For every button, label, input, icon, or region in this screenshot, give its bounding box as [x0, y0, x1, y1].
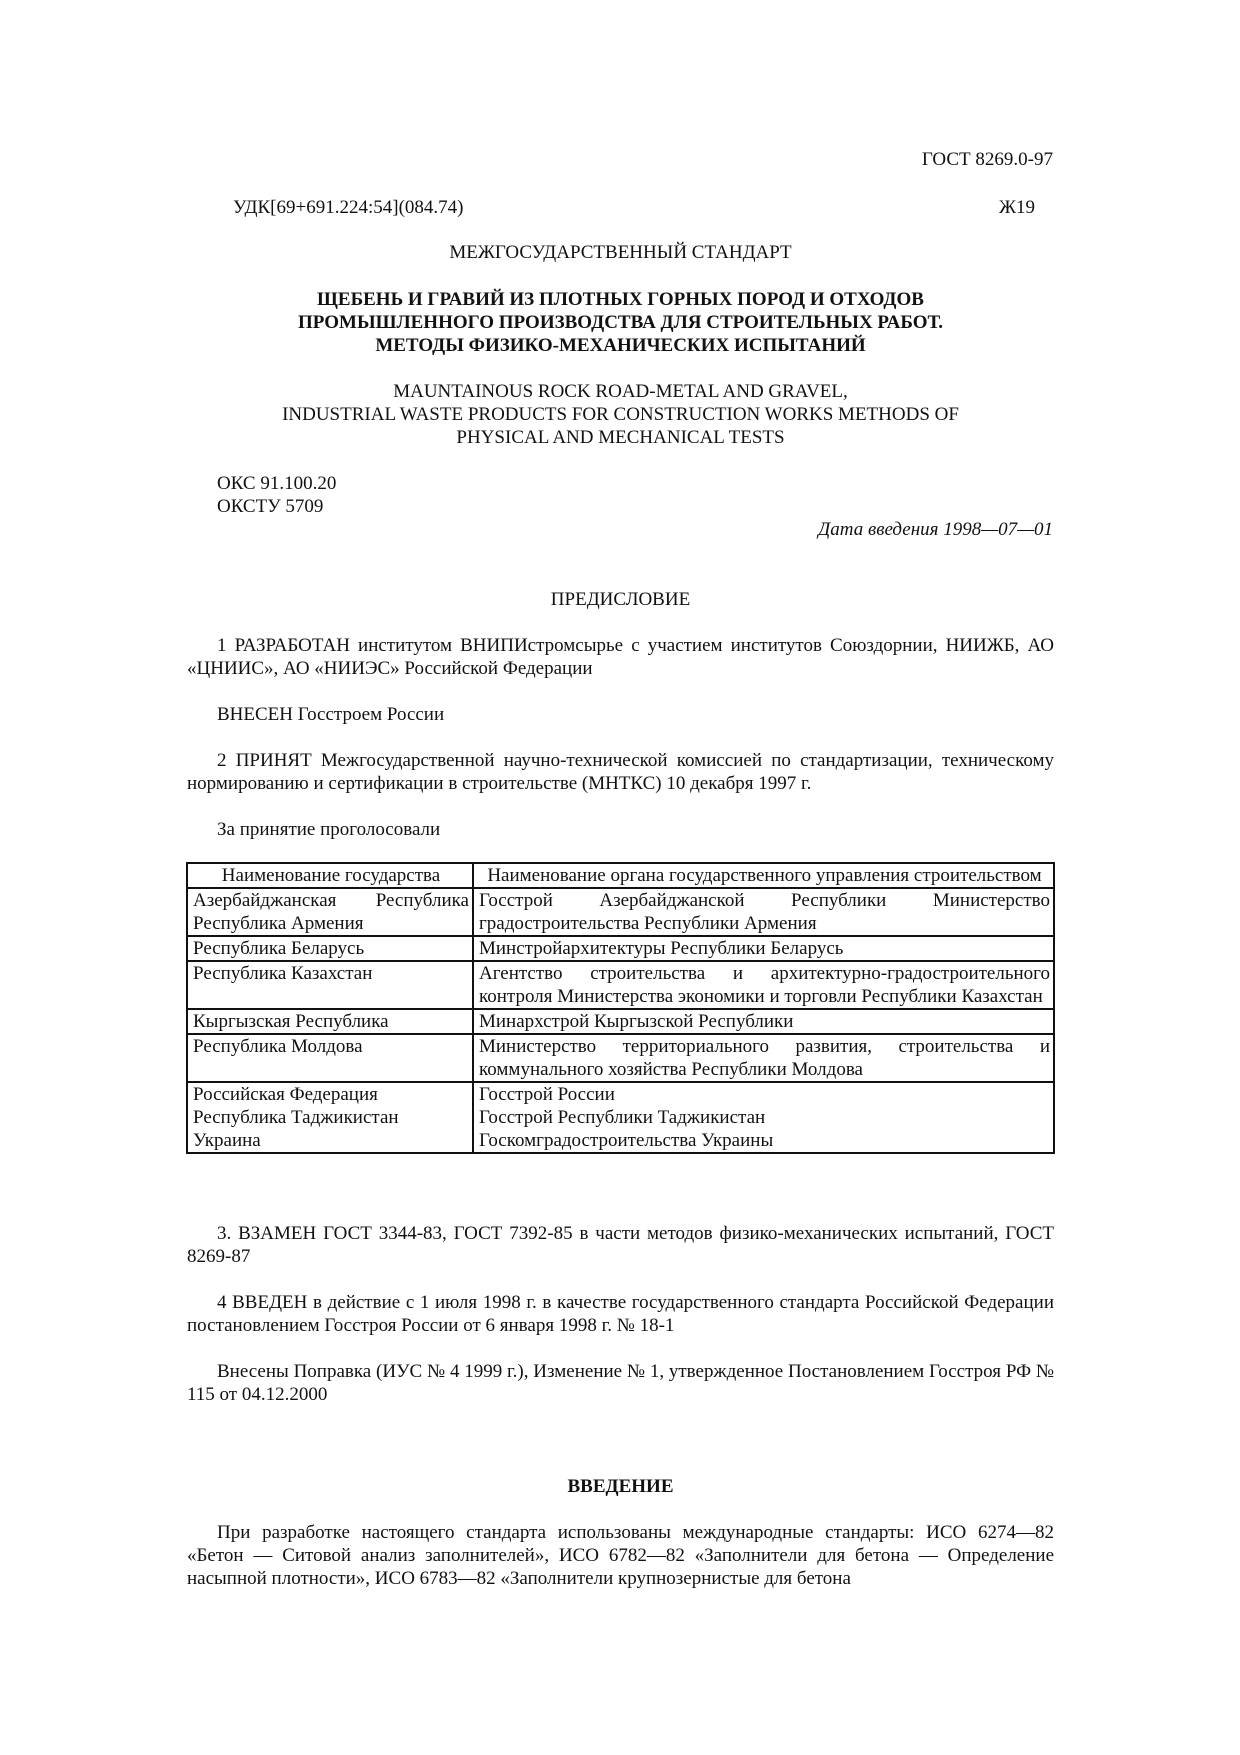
table-row	[187, 1082, 1054, 1153]
title-en-line: PHYSICAL AND MECHANICAL TESTS	[456, 427, 785, 448]
table-cell-state	[187, 961, 473, 1009]
title-en-line: INDUSTRIAL WASTE PRODUCTS FOR CONSTRUCTION WORKS METHODS OF	[282, 404, 959, 425]
table-cell-state	[187, 1034, 473, 1082]
state-name: Азербайджанская Республика	[193, 890, 469, 911]
state-name: Республика Таджикистан	[193, 1107, 399, 1128]
state-name: Кыргызская Республика	[193, 1011, 389, 1032]
title-ru-line: ЩЕБЕНЬ И ГРАВИЙ ИЗ ПЛОТНЫХ ГОРНЫХ ПОРОД И ОТХОДОВ	[317, 289, 924, 310]
foreword-heading: ПРЕДИСЛОВИЕ	[550, 589, 691, 610]
foreword-paragraph-replaces: 3. ВЗАМЕН ГОСТ 3344-83, ГОСТ 7392-85 в части методов физико-механических испытаний, ГОСТ 8269-87	[187, 1223, 1054, 1267]
table-cell-authority: Минстройархитектуры Республики Беларусь	[473, 936, 1054, 961]
state-name: Украина	[193, 1130, 261, 1151]
title-en-line: MAUNTAINOUS ROCK ROAD-METAL AND GRAVEL,	[393, 381, 848, 402]
foreword-paragraph-adopted: 2 ПРИНЯТ Межгосударственной научно-технической комиссией по стандартизации, техническому нормированию и сертификации в строительстве (МНТКС) 10 декабря 1997 г.	[187, 750, 1054, 794]
table-cell-authority: Минархстрой Кыргызской Республики	[473, 1009, 1054, 1034]
table-row	[187, 1034, 1054, 1082]
foreword-paragraph-enacted: 4 ВВЕДЕН в действие с 1 июля 1998 г. в качестве государственного стандарта Российской Федерации постановлением Госстроя России от 6 января 1998 г. № 18-1	[187, 1292, 1054, 1336]
table-cell-authority: Министерство территориального развития, строительства и коммунального хозяйства Республики Молдова	[473, 1034, 1054, 1082]
state-name: Республика Беларусь	[193, 938, 365, 959]
interstate-standard-label: МЕЖГОСУДАРСТВЕННЫЙ СТАНДАРТ	[449, 242, 792, 263]
table-cell-authority	[473, 1082, 1054, 1153]
state-name: Российская Федерация	[193, 1084, 378, 1105]
okstu-code: ОКСТУ 5709	[217, 496, 324, 517]
introduction-paragraph: При разработке настоящего стандарта использованы международные стандарты: ИСО 6274—82 «Бетон — Ситовой анализ заполнителей», ИСО 6782—82 «Заполнители для бетона — Определение насыпной плотности», ИСО 6783—82 «Заполнители крупнозернистые для бетона	[187, 1522, 1054, 1589]
table-row	[187, 936, 1054, 961]
authority-name: Госстрой России	[479, 1084, 615, 1105]
introduction-heading: ВВЕДЕНИЕ	[567, 1476, 674, 1497]
table-cell-state	[187, 936, 473, 961]
table-cell-state	[187, 1082, 473, 1153]
state-name: Республика Армения	[193, 913, 364, 934]
table-header-row	[187, 863, 1054, 888]
table-header-cell: Наименование органа государственного управления строительством	[473, 863, 1054, 888]
oks-code: ОКС 91.100.20	[217, 473, 337, 494]
table-row	[187, 1009, 1054, 1034]
gost-number: ГОСТ 8269.0-97	[921, 149, 1053, 170]
table-row	[187, 961, 1054, 1009]
table-header-cell: Наименование государства	[187, 863, 473, 888]
table-row	[187, 888, 1054, 936]
authority-name: Госстрой Республики Таджикистан	[479, 1107, 766, 1128]
authority-name: Госкомградостроительства Украины	[479, 1130, 774, 1151]
foreword-paragraph-amendments: Внесены Поправка (ИУС № 4 1999 г.), Изменение № 1, утвержденное Постановлением Госстроя РФ № 115 от 04.12.2000	[187, 1361, 1054, 1405]
title-ru-line: МЕТОДЫ ФИЗИКО-МЕХАНИЧЕСКИХ ИСПЫТАНИЙ	[375, 335, 866, 356]
voting-states-table	[186, 862, 1055, 1154]
title-ru-line: ПРОМЫШЛЕННОГО ПРОИЗВОДСТВА ДЛЯ СТРОИТЕЛЬНЫХ РАБОТ.	[297, 312, 944, 333]
foreword-paragraph-developed: 1 РАЗРАБОТАН институтом ВНИПИстромсырье с участием институтов Союздорнии, НИИЖБ, АО «ЦНИИС», АО «НИИЭС» Российской Федерации	[187, 635, 1054, 679]
document-title-ru	[186, 288, 1055, 357]
document-title-en	[186, 380, 1055, 449]
state-name: Республика Казахстан	[193, 963, 373, 984]
classification-code: Ж19	[998, 197, 1035, 218]
table-cell-authority: Госстрой Азербайджанской Республики Министерство градостроительства Республики Армения	[473, 888, 1054, 936]
foreword-paragraph-submitted: ВНЕСЕН Госстроем России	[217, 704, 445, 725]
table-cell-state	[187, 888, 473, 936]
udk-code: УДК[69+691.224:54](084.74)	[233, 197, 464, 218]
table-cell-authority: Агентство строительства и архитектурно-градостроительного контроля Министерства экономики и торговли Республики Казахстан	[473, 961, 1054, 1009]
classification-codes	[217, 472, 336, 518]
introduction-date: Дата введения 1998—07—01	[818, 519, 1053, 540]
foreword-paragraph-voted: За принятие проголосовали	[217, 819, 441, 840]
state-name: Республика Молдова	[193, 1036, 363, 1057]
table-cell-state	[187, 1009, 473, 1034]
